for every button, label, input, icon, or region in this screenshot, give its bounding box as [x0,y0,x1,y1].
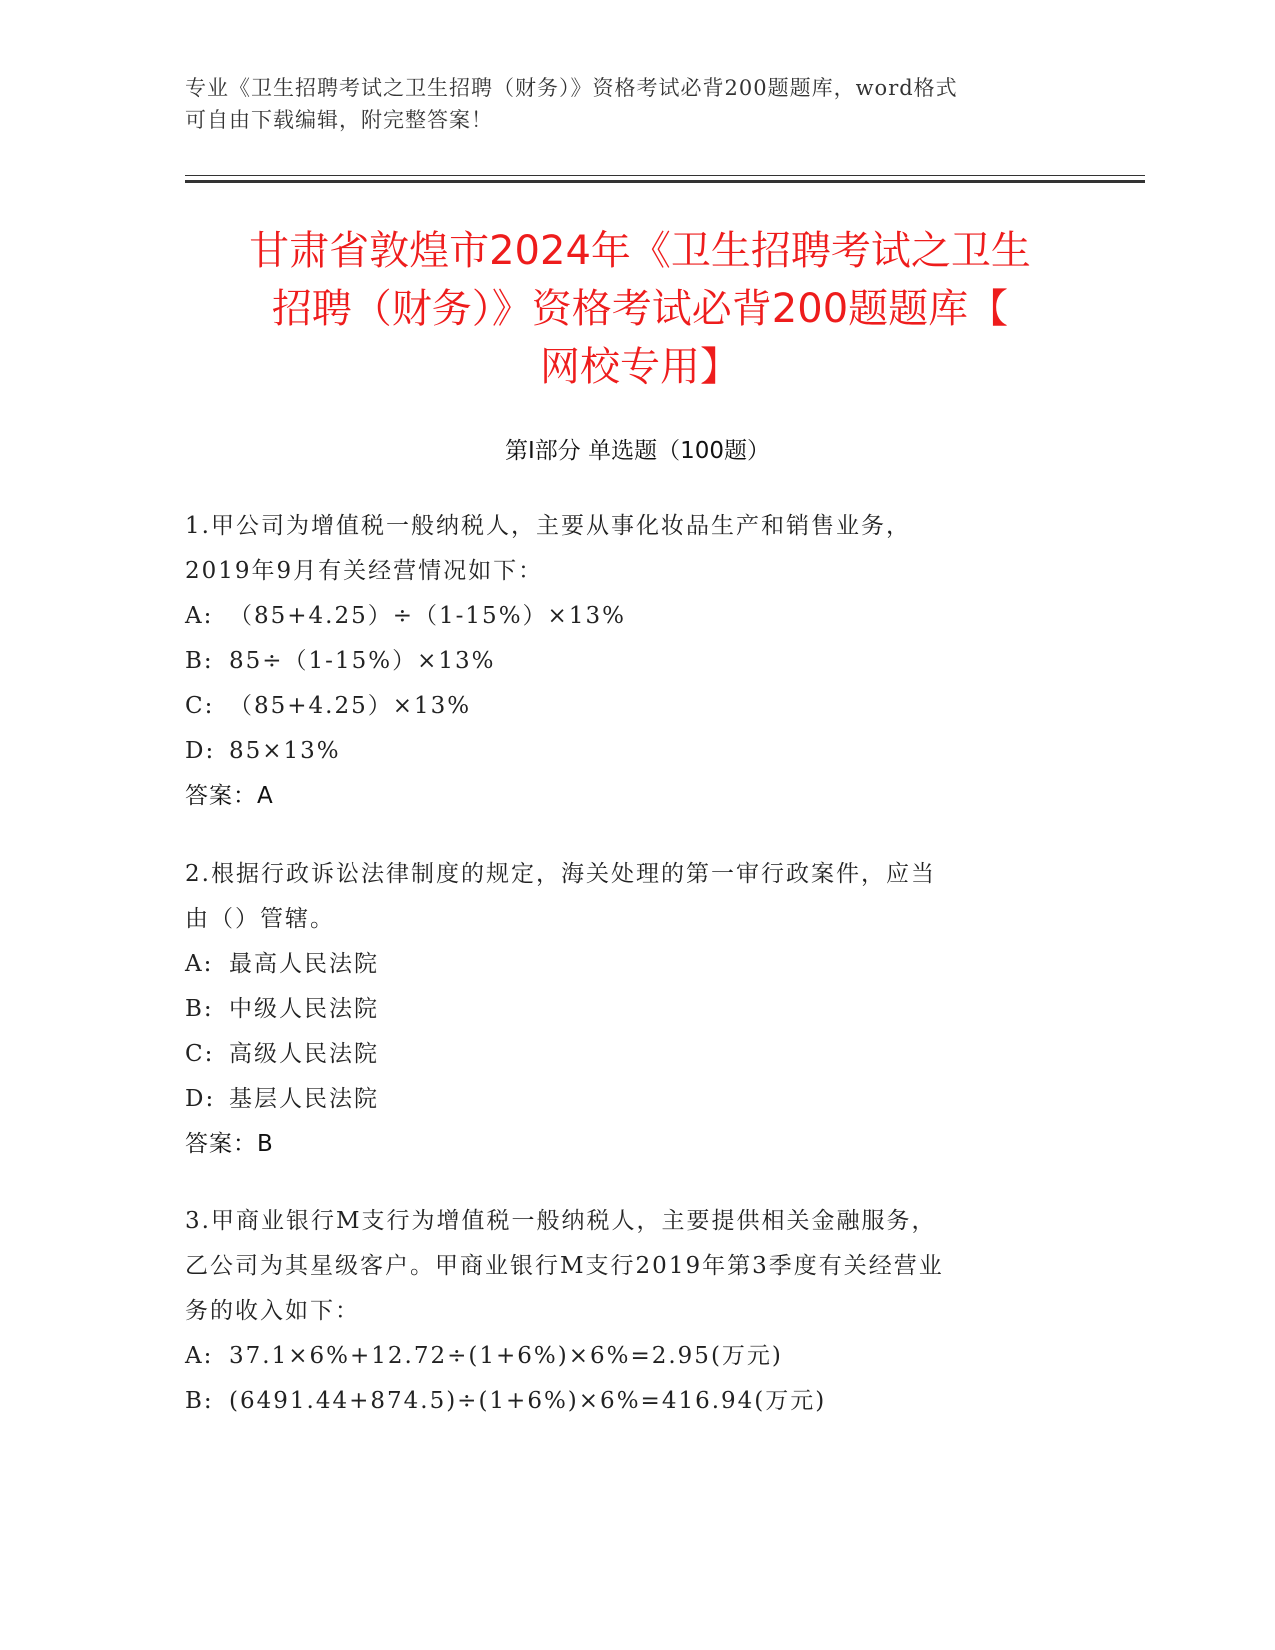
option-label: C: [185,1041,215,1067]
option-label: C: [185,693,215,719]
option-label: A: [185,1343,214,1369]
header-note [185,72,1085,136]
header-note-line-1: 专业《卫生招聘考试之卫生招聘（财务）》资格考试必背200题题库，word格式 [185,76,958,100]
option-b [185,987,1085,1032]
option-text: 85×13% [229,738,341,764]
question-stem-line: 由（）管辖。 [185,906,335,932]
option-d [185,1077,1085,1122]
option-text: （85+4.25）×13% [229,693,472,719]
question-stem-line: 2019年9月有关经营情况如下： [185,558,544,584]
option-text: 85÷（1-15%）×13% [229,648,496,674]
question-stem-line: 3.甲商业银行M支行为增值税一般纳税人，主要提供相关金融服务， [185,1208,937,1234]
option-b [185,1379,1085,1424]
question-stem-line: 乙公司为其星级客户。甲商业银行M支行2019年第3季度有关经营业 [185,1253,944,1279]
option-d [185,729,1085,774]
option-text: 中级人民法院 [229,996,379,1022]
option-text: (6491.44+874.5)÷(1+6%)×6%=416.94(万元) [229,1388,827,1414]
option-label: A: [185,951,214,977]
option-text: 高级人民法院 [229,1041,379,1067]
question-2 [185,852,1085,1167]
answer-line: 答案：A [185,783,274,809]
answer-line: 答案：B [185,1131,274,1157]
section-heading: 第I部分 单选题（100题） [505,438,770,464]
option-b [185,639,1085,684]
option-label: B: [185,1388,214,1414]
header-divider-thin [185,175,1145,176]
title-line-2: 招聘（财务）》资格考试必背200题题库【 [271,286,1009,332]
option-label: B: [185,996,214,1022]
option-a [185,1334,1085,1379]
option-text: 最高人民法院 [229,951,379,977]
option-c [185,1032,1085,1077]
option-a [185,942,1085,987]
question-3 [185,1199,1085,1424]
option-c [185,684,1085,729]
header-note-line-2: 可自由下载编辑，附完整答案！ [185,108,493,132]
title-line-3: 网校专用】 [540,344,740,390]
question-stem-line: 2.根据行政诉讼法律制度的规定，海关处理的第一审行政案件，应当 [185,861,936,887]
question-stem-line: 1.甲公司为增值税一般纳税人，主要从事化妆品生产和销售业务， [185,513,911,539]
option-text: （85+4.25）÷（1-15%）×13% [229,603,626,629]
title-line-1: 甘肃省敦煌市2024年《卫生招聘考试之卫生 [249,228,1031,274]
option-label: D: [185,738,216,764]
header-divider-thick [185,180,1145,183]
question-stem-line: 务的收入如下： [185,1298,360,1324]
option-label: B: [185,648,214,674]
option-text: 基层人民法院 [229,1086,379,1112]
document-title [140,222,1140,396]
option-label: D: [185,1086,216,1112]
option-text: 37.1×6%+12.72÷(1+6%)×6%=2.95(万元) [229,1343,783,1369]
option-label: A: [185,603,214,629]
option-a [185,594,1085,639]
question-1 [185,504,1085,819]
